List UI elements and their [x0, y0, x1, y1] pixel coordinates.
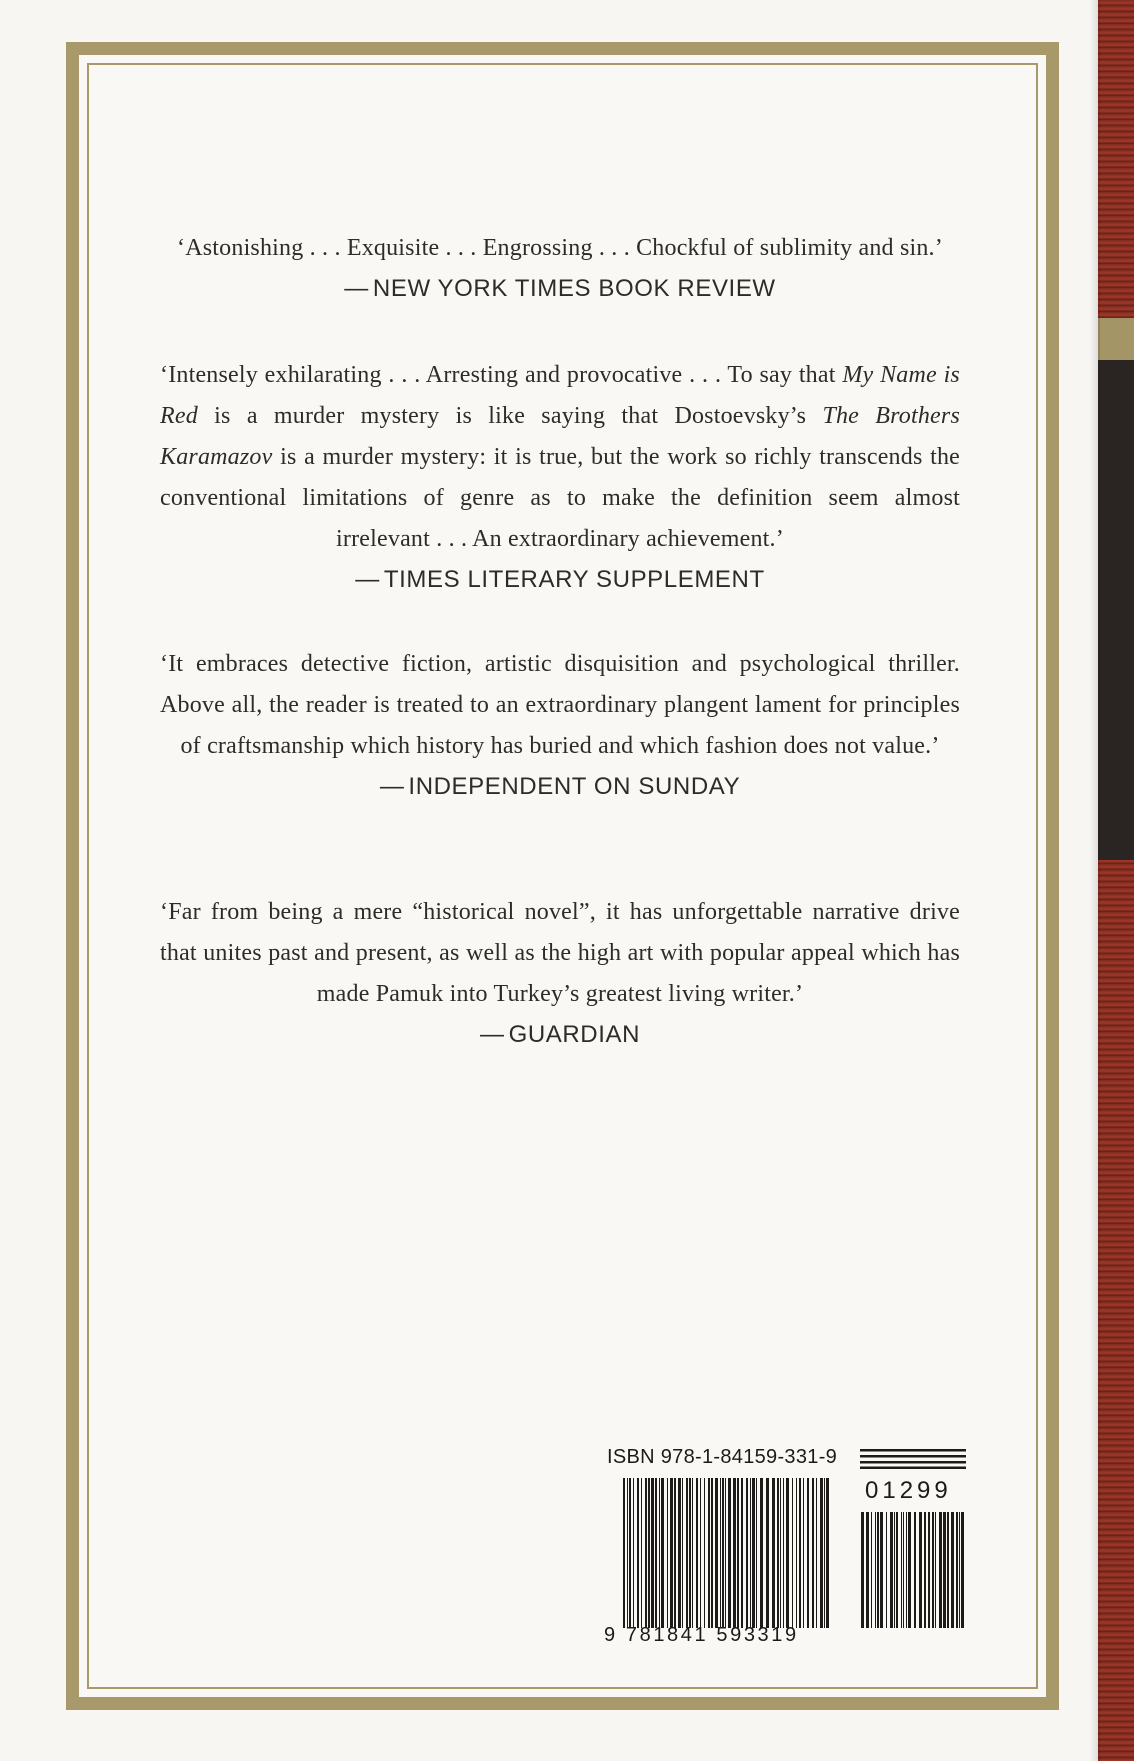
isbn-barcode [622, 1478, 830, 1628]
barcode-bar [866, 1512, 869, 1628]
barcode-bar [746, 1478, 748, 1628]
barcode-bar [629, 1478, 631, 1628]
barcode-digits: 9 781841 593319 [604, 1624, 799, 1646]
barcode-bar [956, 1512, 958, 1628]
barcode-bar [780, 1478, 781, 1628]
barcode-bar [880, 1512, 883, 1628]
barcode-bar [906, 1512, 907, 1628]
quote-source [160, 271, 960, 307]
book-title-italic: The Brothers Karamazov [160, 403, 960, 470]
barcode-bar [674, 1478, 676, 1628]
spine-dark-band [1098, 360, 1134, 860]
barcode-bar [741, 1478, 743, 1628]
barcode-bar [928, 1512, 930, 1628]
review-quote-1 [160, 228, 960, 307]
addon-barcode [860, 1512, 966, 1628]
barcode-bar [700, 1478, 701, 1628]
barcode-bar [803, 1478, 804, 1628]
book-spine [1098, 0, 1134, 1761]
barcode-bar [871, 1512, 872, 1628]
quote-text [160, 355, 960, 560]
barcode-bar [886, 1512, 887, 1628]
barcode-bar [725, 1478, 726, 1628]
barcode-bar [637, 1478, 639, 1628]
source-name: INDEPENDENT ON SUNDAY [408, 773, 741, 800]
quote-text: ‘Astonishing . . . Exquisite . . . Engrossing . . . Chockful of sublimity and sin.’ [177, 235, 943, 261]
barcode-bar [903, 1512, 904, 1628]
barcode-bar [783, 1478, 784, 1628]
barcode-bar [670, 1478, 673, 1628]
barcode-bar [711, 1478, 713, 1628]
isbn-label: ISBN 978-1-84159-331-9 [607, 1446, 838, 1468]
source-name: NEW YORK TIMES BOOK REVIEW [372, 275, 776, 302]
barcode-bar [772, 1478, 775, 1628]
barcode-bar [651, 1478, 654, 1628]
source-name: GUARDIAN [508, 1021, 641, 1048]
spine-gold-band [1098, 318, 1134, 360]
barcode-bar [667, 1478, 668, 1628]
barcode-bar [766, 1478, 769, 1628]
barcode-bar [648, 1478, 650, 1628]
barcode-bar [796, 1478, 797, 1628]
barcode-bar [720, 1478, 721, 1628]
barcode-bar [812, 1478, 814, 1628]
barcode-bar [875, 1512, 876, 1628]
source-dash: — [355, 566, 380, 593]
barcode-bar [686, 1478, 688, 1628]
barcode-bar [704, 1478, 705, 1628]
barcode-bar [890, 1512, 893, 1628]
quote-text: ‘It embraces detective fiction, artistic disquisition and psychological thriller. Above all, the reader is treated to an extraordinary plangent lament for principles of craftsmanship which history has buried and which fashion does not value.’ [160, 651, 960, 759]
barcode-bar [692, 1478, 693, 1628]
barcode-bar [682, 1478, 683, 1628]
quote-source [160, 769, 960, 805]
source-dash: — [379, 773, 405, 800]
barcode-bar [951, 1512, 954, 1628]
barcode-bar [777, 1478, 779, 1628]
barcode-bar [824, 1478, 825, 1628]
barcode-bar [708, 1478, 710, 1628]
barcode-bar [756, 1478, 757, 1628]
barcode-bar [924, 1512, 926, 1628]
barcode-bar [816, 1478, 817, 1628]
barcode-bar [715, 1478, 718, 1628]
barcode-bar [696, 1478, 698, 1628]
barcode-bar [733, 1478, 736, 1628]
quote-source [160, 1017, 960, 1053]
barcode-bar [896, 1512, 898, 1628]
barcode-bar [627, 1478, 628, 1628]
barcode-bar [943, 1512, 946, 1628]
quote-text-part: is a murder mystery: it is true, but the work so richly transcends the conventional limitations of genre as to make the definition seem almost irrelevant . . . An extraordinary achievement.’ [160, 444, 960, 552]
barcode-bar [728, 1478, 731, 1628]
barcode-bar [633, 1478, 634, 1628]
source-dash: — [344, 275, 369, 302]
review-quote-3 [160, 644, 960, 805]
barcode-bar [908, 1512, 911, 1628]
barcode-bar [661, 1478, 664, 1628]
barcode-bar [623, 1478, 625, 1628]
barcode-bar [932, 1512, 934, 1628]
review-quote-2 [160, 355, 960, 598]
quote-source [160, 562, 960, 598]
barcode-bar [901, 1512, 902, 1628]
barcode-bar [750, 1478, 751, 1628]
barcode-bar [786, 1478, 789, 1628]
source-name: TIMES LITERARY SUPPLEMENT [383, 566, 765, 593]
barcode-addon-price: 01299 [865, 1477, 952, 1504]
source-dash: — [479, 1021, 505, 1048]
barcode-bar [722, 1478, 724, 1628]
barcode-bar [919, 1512, 922, 1628]
barcode-bar [861, 1512, 864, 1628]
addon-rule-lines [860, 1449, 966, 1469]
barcode-bar [877, 1512, 879, 1628]
barcode-bar [659, 1478, 660, 1628]
barcode-bar [678, 1478, 681, 1628]
spine-shadow [1090, 0, 1100, 1761]
barcode-bar [737, 1478, 739, 1628]
barcode-bar [820, 1478, 823, 1628]
barcode-bar [792, 1478, 793, 1628]
barcode-bar [760, 1478, 763, 1628]
barcode-bar [645, 1478, 647, 1628]
quote-text-part: ‘Intensely exhilarating . . . Arresting and provocative . . . To say that [160, 362, 843, 388]
barcode-bar [655, 1478, 657, 1628]
quote-text-part: is a murder mystery is like saying that Dostoevsky’s [197, 403, 823, 429]
barcode-bar [914, 1512, 916, 1628]
barcode-bar [959, 1512, 960, 1628]
barcode-bar [752, 1478, 755, 1628]
quote-text: ‘Far from being a mere “historical novel”, it has unforgettable narrative drive that unites past and present, as well as the high art with popular appeal which has made Pamuk into Turkey’s greatest living writer.’ [160, 899, 960, 1007]
barcode-bar [947, 1512, 949, 1628]
barcode-bar [641, 1478, 642, 1628]
book-title-italic: My Name is Red [160, 362, 960, 429]
review-quote-4 [160, 892, 960, 1053]
barcode-bar [826, 1478, 829, 1628]
barcode-bar [807, 1478, 809, 1628]
barcode-bar [799, 1478, 801, 1628]
barcode-bar [894, 1512, 895, 1628]
barcode-bar [939, 1512, 942, 1628]
barcode-bar [961, 1512, 964, 1628]
barcode-bar [935, 1512, 936, 1628]
barcode-bar [689, 1478, 691, 1628]
